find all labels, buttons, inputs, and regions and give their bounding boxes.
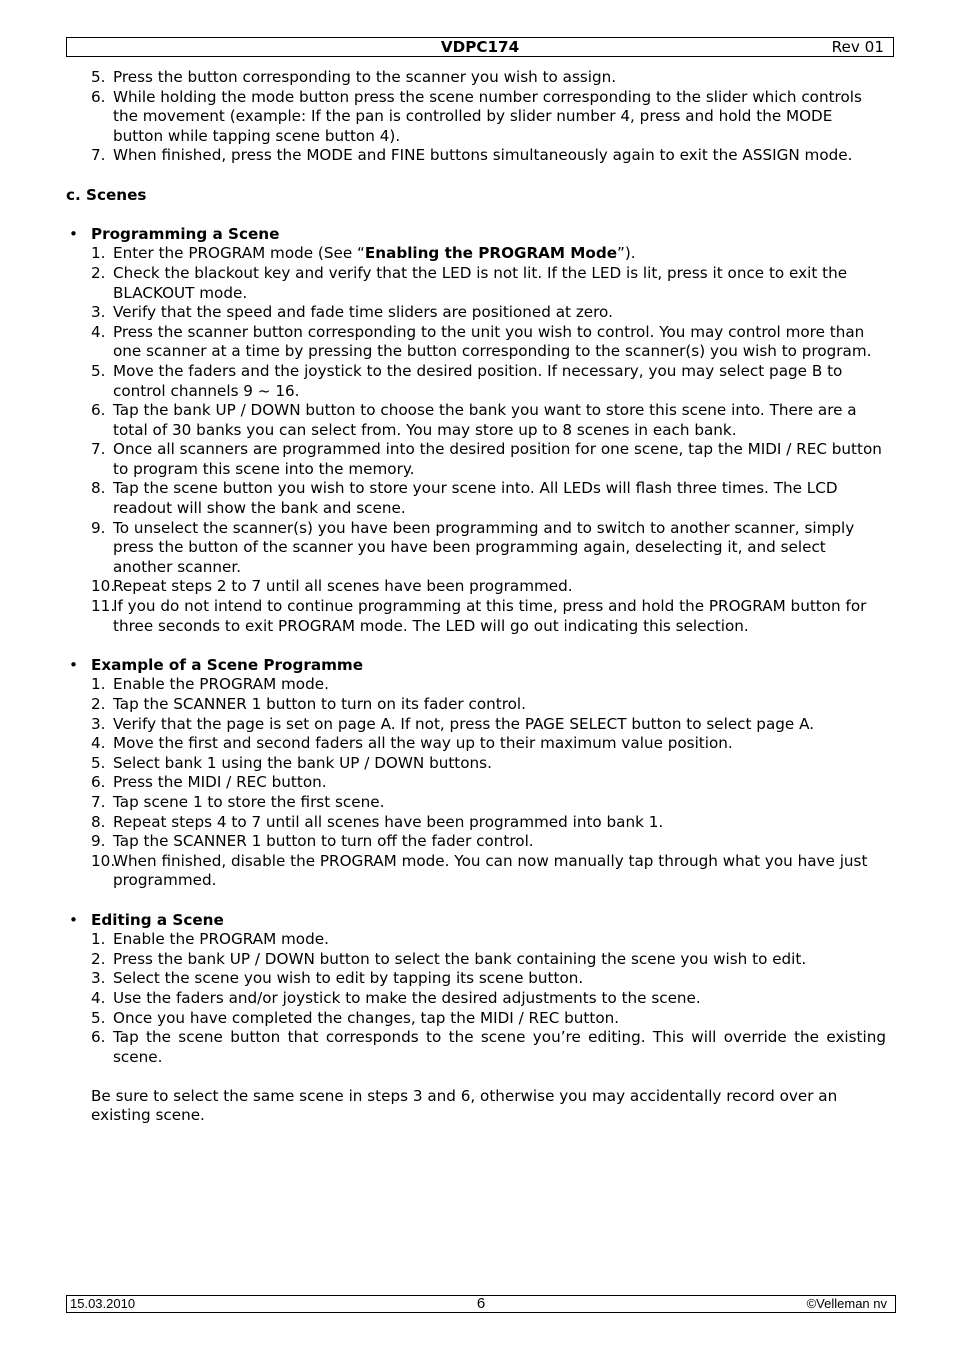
editing-steps-list [66, 930, 886, 1067]
bullet-icon: • [69, 655, 78, 674]
page-footer [66, 1295, 896, 1313]
list-item: 5. Press the button corresponding to the scanner you wish to assign. [91, 68, 617, 86]
list-item: 11. If you do not intend to continue programming at this time, press and hold the PROGRAM button for three seconds to exit PROGRAM mode. The LED will go out indicating this selection. [91, 597, 867, 635]
list-item: 2. Tap the SCANNER 1 button to turn on its fader control. [91, 695, 526, 713]
section-heading-scenes: c. Scenes [66, 185, 147, 204]
page-number: 6 [476, 1295, 486, 1312]
list-item: 5. Once you have completed the changes, tap the MIDI / REC button. [91, 1008, 620, 1027]
list-item: 10. When finished, disable the PROGRAM mode. You can now manually tap through what you have just programmed. [91, 851, 868, 890]
list-item: 8. Tap the scene button you wish to store your scene into. All LEDs will flash three times. The LCD readout will show the bank and scene. [91, 479, 838, 518]
subsection-heading-example: • Example of a Scene Programme [69, 655, 364, 674]
list-item: 5. Select bank 1 using the bank UP / DOWN buttons. [91, 753, 492, 772]
list-item: 1. Enable the PROGRAM mode. [91, 675, 329, 694]
bullet-icon: • [69, 910, 78, 929]
list-item: 7. Tap scene 1 to store the first scene. [91, 792, 385, 811]
list-item: 10. Repeat steps 2 to 7 until all scenes have been programmed. [91, 577, 573, 596]
list-item: 7. When finished, press the MODE and FINE buttons simultaneously again to exit the ASSIGN mode. [91, 146, 853, 165]
list-item: 6. Tap the scene button that corresponds to the scene you’re editing. This will override the existing scene. [91, 1028, 886, 1066]
footer-date: 15.03.2010 [70, 1296, 136, 1311]
list-item: 6. Tap the bank UP / DOWN button to choose the bank you want to store this scene into. There are a total of 30 banks you can select from. You may store up to 8 scenes in each bank. [91, 401, 857, 439]
bullet-icon: • [69, 224, 78, 243]
list-item: 5. Move the faders and the joystick to the desired position. If necessary, you may select page B to control channels 9 ~ 16. [91, 361, 843, 400]
list-item: 3. Select the scene you wish to edit by tapping its scene button. [91, 969, 584, 988]
list-item: 2. Check the blackout key and verify that the LED is not lit. If the LED is lit, press it once to exit the BLACKOUT mode. [91, 263, 848, 302]
list-item: 8. Repeat steps 4 to 7 until all scenes have been programmed into bank 1. [91, 812, 664, 831]
subsection-heading-editing: • Editing a Scene [69, 910, 224, 929]
page-content [66, 68, 886, 1126]
list-item: 3. Verify that the page is set on page A. If not, press the PAGE SELECT button to select page A. [91, 714, 815, 733]
list-item: 4. Move the first and second faders all the way up to their maximum value position. [91, 734, 733, 753]
list-item: 6. Press the MIDI / REC button. [91, 773, 327, 792]
list-item: 2. Press the bank UP / DOWN button to select the bank containing the scene you wish to edit. [91, 949, 807, 968]
note-paragraph: Be sure to select the same scene in steps 3 and 6, otherwise you may accidentally record over an existing scene. [91, 1086, 838, 1125]
list-item: 4. Press the scanner button corresponding to the unit you wish to control. You may control more than one scanner at a time by pressing the button corresponding to the scanner(s) you wish to program. [91, 322, 872, 361]
cross-reference: Enabling the PROGRAM Mode [364, 244, 618, 263]
list-item: 7. Once all scanners are programmed into the desired position for one scene, tap the MIDI / REC button to program this scene into the memory. [91, 440, 882, 478]
list-item: 3. Verify that the speed and fade time sliders are positioned at zero. [91, 303, 613, 322]
page-header [66, 37, 894, 57]
list-item: 1. Enter the PROGRAM mode (See “Enabling the PROGRAM Mode”). [91, 244, 636, 263]
list-item: 9. Tap the SCANNER 1 button to turn off the fader control. [91, 832, 534, 851]
list-item: 4. Use the faders and/or joystick to make the desired adjustments to the scene. [91, 988, 701, 1007]
revision-label: Rev 01 [831, 38, 884, 56]
list-item: 1. Enable the PROGRAM mode. [91, 930, 329, 949]
list-item: 9. To unselect the scanner(s) you have been programming and to switch to another scanner, simply press the button of the scanner you have been programming again, deselecting it, and select another scanner. [91, 518, 855, 576]
document-title: VDPC174 [440, 38, 520, 56]
footer-copyright: ©Velleman nv [806, 1296, 887, 1311]
list-item: 6. While holding the mode button press the scene number corresponding to the slider which controls the movement (example: If the pan is controlled by slider number 4, press and hold the MODE button while tapping scene button 4). [91, 87, 862, 145]
programming-steps-list [66, 244, 886, 636]
example-steps-list [66, 675, 886, 891]
subsection-heading-programming: • Programming a Scene [69, 224, 280, 243]
assign-steps-list [66, 68, 886, 166]
